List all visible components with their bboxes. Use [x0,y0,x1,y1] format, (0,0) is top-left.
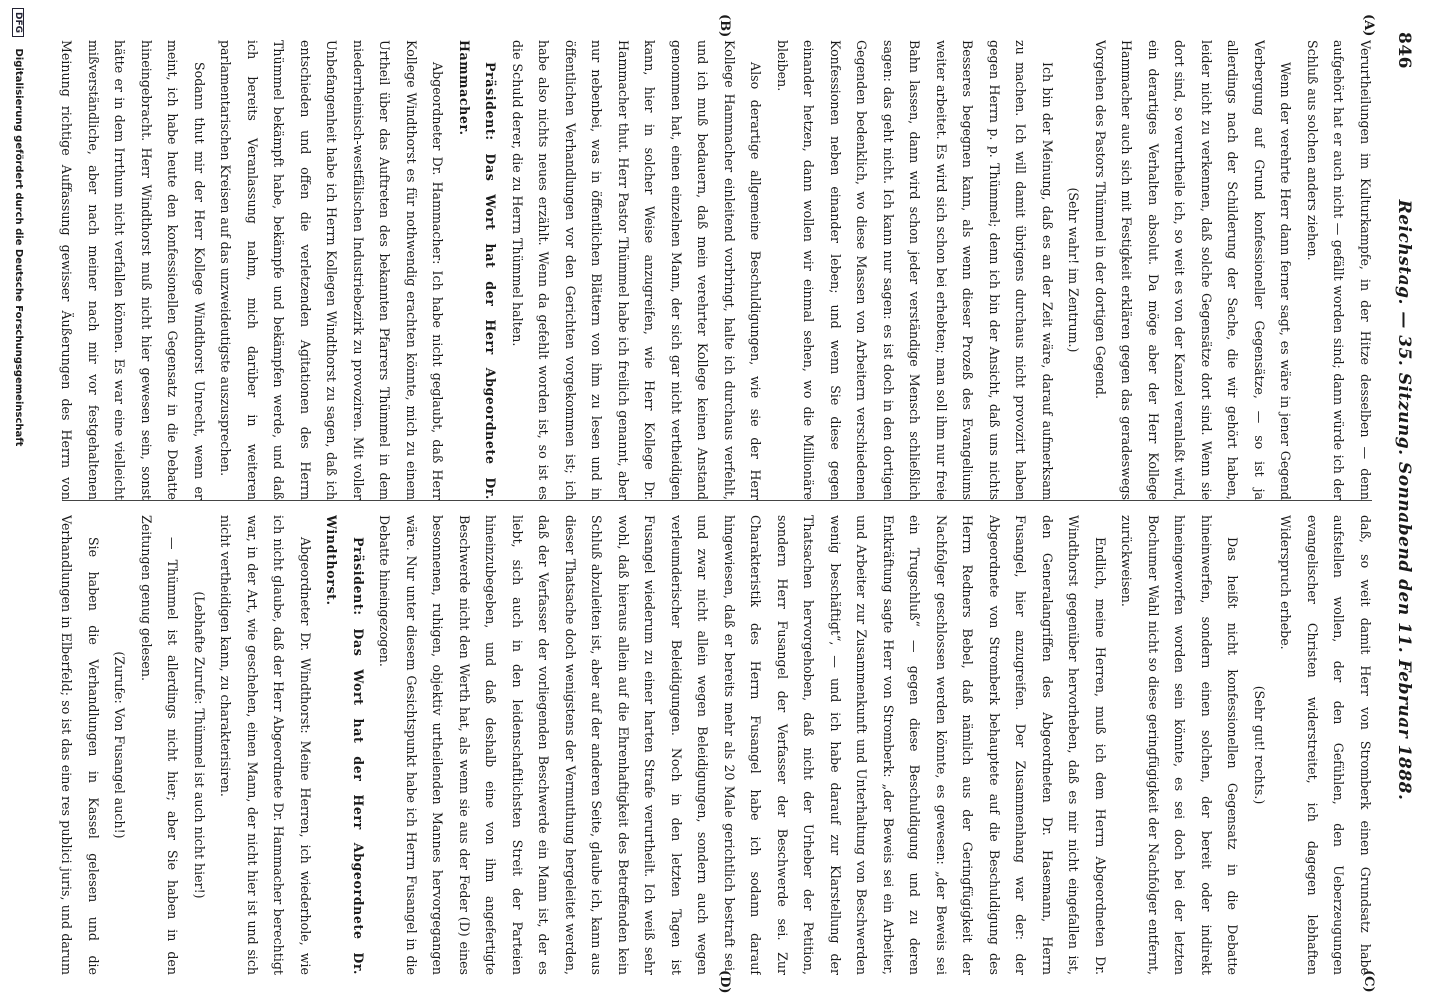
margin-marker-d: (D) [717,970,732,994]
president-line: Präsident: Das Wort hat der Herr Abgeordnete Dr. Hammacher. [457,40,499,500]
paragraph: Verurtheilungen im Kulturkampfe, in der Hitze desselben — denn aufgehört hat er auch nicht — gefällt worden sind; dann würde ich der Schluß aus solchen anders ziehen. [1305,40,1373,500]
margin-marker-c: (C) [1361,970,1376,993]
paragraph: Ich bin der Meinung, daß es an der Zeit wäre, darauf aufmerksam zu machen. Ich will damit übrigens durchaus nicht provozirt haben gegen Herrn p. p. Thümmel; denn ich bin der Ansicht, daß uns nichts Besseres begegnen kann, als wenn dieser Prozeß des Evangeliums weiter arbeitet. Es wird sich schon bei erhebten; man soll ihm nur freie Bahn lassen, dann wird schon jeder verständige Mensch schließlich sagen: das geht nicht. Ich kann nur sagen: es ist doch in den dortigen Gegenden bedenklich, wo diese Massen von Arbeitern verschiedenen Konfessionen neben einander leben; und wenn Sie diese gegen einander hetzen, dann wollen wir einmal sehen, wo die Millionäre bleiben. [775,40,1055,500]
page-number: 846 [1394,32,1414,69]
dfg-logo: DFG [12,8,24,37]
interjection: (Sehr wahr! im Zentrum.) [1066,187,1082,353]
page-header [1388,0,1422,1000]
margin-marker-b: (B) [717,14,732,38]
column-divider [62,500,1372,501]
paragraph: — Thümmel ist allerdings nicht hier; aber Sie haben in den Zeitungen genug gelesen. [139,515,181,975]
right-text-column [58,515,1378,975]
funding-credit: Digitalisierung gefördert durch die Deutsche Forschungsgemeinschaft [13,48,24,447]
paragraph: Sodann thut mir der Herr Kollege Windthorst Unrecht, wenn er meint, ich habe heute den konfessionellen Gegensatz in die Debatte hineingebracht. Herr Windthorst muß nicht hier gewesen sein, sonst hätte er in dem Irrthum nicht verfallen können. Es war eine vielleicht mißverständliche, aber nach meiner nach mir vor festgehaltenen Meinung richtige Auffassung gewisser Äußerungen des Herrn von [59,40,207,500]
interjection: (Sehr gut! rechts.) [1252,685,1267,805]
digitization-footer [4,0,24,1000]
speech-hammacher: Abgeordneter Dr. Hammacher: Ich habe nicht geglaubt, daß Herr Kollege Windthorst es für nothwendig erachten könnte, mich zu einem Urtheil über das Auftreten des bekannten Pfarrers Thümmel in dem niederrheinisch-westfälischen Industriebezirk zu provoziren. Mit voller Unbefangenheit habe ich Herrn Kollegen Windthorst zu sagen, daß ich entschieden und offen die verletzenden Agitationen des Herrn Thümmel bekämpft habe, bekämpfe und bekämpfen werde, und daß ich bereits Veranlassung nahm, mich darüber in weiteren parlamentarischen Kreisen auf das unzweideutigste auszusprechen. [218,40,446,500]
paragraph: daß, so weit damit Herr von Stromberk einen Grundsatz habe aufstellen wollen, der den Gefühlen, den Ueberzeugungen evangelischer Christen widerstreitet, ich dagegen lebhaften Widerspruch erhebe. [1278,515,1373,975]
paragraph: Sie haben die Verhandlungen in Kassel gelesen und die Verhandlungen in Elberfeld; so ist das eine res publici juris, und darum [59,515,101,975]
interjection: (Zurufe: Von Fusangel auch!) [112,651,128,839]
speech-windthorst: Abgeordneter Dr. Windthorst: Meine Herren, ich wiederhole, wie ich nicht glaube, daß der Herr Abgeordnete Dr. Hammacher berechtigt war, in der Art, wie geschehen, einen Mann, der nicht hier ist und sich nicht vertheidigen kann, zu charakterisiren. [218,515,313,975]
president-line: Präsident: Das Wort hat der Herr Abgeordnete Dr. Windthorst. [324,515,366,975]
paragraph: Also derartige allgemeine Beschuldigungen, wie sie der Herr Kollege Hammacher einleitend vorbringt, halte ich durchaus verfehlt, und ich muß bedauern, daß mein verehrter Kollege keinen Anstand genommen hat, einen einzelnen Mann, der sich gar nicht vertheidigen kann, hier in solcher Weise anzugreifen, wie Herr Kollege Dr. Hammacher thut. Herr Pastor Thümmel habe ich freilich genannt, aber nur nebenbei, was in öffentlichen Blättern von ihm zu lesen und in öffentlichen Verhandlungen vor den Gerichten vorgekommen ist; ich habe also nichts neues erzählt. Wenn da gefehlt worden ist, so ist es die Schuld derer, die zu Herrn Thümmel halten. [510,40,764,500]
paragraph: Endlich, meine Herren, muß ich dem Herrn Abgeordneten Dr. Windthorst gegenüber hervorheben, daß es mir nicht eingefallen ist, den Generalangriffen des Abgeordneten Dr. Hasemann, Herrn Fusangel, hier anzugreifen. Der Zusammenhang war der: der Abgeordnete von Stromberk behauptete auf die Beschuldigung des Herrn Redners Bebel, daß nämlich aus der Geringfügigkeit der Nachfolger geschlossen werden könnte, es gewesen: „der Beweis sei ein Trugschluß“ — gegen diese Beschuldigung und zu deren Entkräftung sagte Herr von Stromberk: „der Beweis sei ein Arbeiter, und Arbeiter zur Zusammenkunft und Unterhaltung von Beschwerden wenig beschäftigt“, — und ich habe darauf zur Klarstellung der Thatsachen hervorgehoben, daß nicht der Urheber der Petition, sondern Herr Fusangel der Verfasser der Beschwerde sei. Zur Charakteristik des Herrn Fusangel habe ich sodann darauf hingewiesen, daß er bereits mehr als 20 Male gerichtlich bestraft sei, und zwar nicht allein wegen Beleidigungen, sondern auch wegen verleumderischer Beleidigungen. Noch in den letzten Tagen ist Fusangel wiederum zu einer harten Strafe verurtheilt. Ich weiß sehr wohl, daß hieraus allein auf die Ehrenhaftigkeit des Betreffenden kein Schluß abzuleiten ist, aber auf der anderen Seite, glaube ich, kann aus dieser Thatsache doch wenigstens der Vermuthung hergeleitet werden, daß der Verfasser der vorliegenden Beschwerde ein Mann ist, der es liebt, sich auch in den leidenschaftlichsten Streit der Parteien hineinzubegeben, und daß deshalb eine von ihm angefertigte Beschwerde nicht den Werth hat, als wenn sie aus der Feder (D) eines besonnenen, ruhigen, objektiv urtheilenden Mannes hervorgegangen wäre. Nur unter diesem Gesichtspunkt habe ich Herrn Fusangel in die Debatte hineingezogen. [377,515,1108,975]
running-title: Reichstag. — 35. Sitzung. Sonnabend den 11. Februar 1888. [1394,199,1414,801]
interjection: (Lebhafte Zurufe: Thümmel ist auch nicht hier!) [192,591,207,899]
left-text-column [58,40,1378,500]
paragraph: Das heißt nicht konfessionellen Gegensatz in die Debatte hineinwerfen, sondern einen solchen, der bereit oder indirekt hineingeworfen worden sein könnte, es sei doch bei der letzten Bochumer Wahl nicht so diese geringfügigkeit der Nachfolger entfernt, zurückweisen. [1119,515,1241,975]
paragraph: Wenn der verehrte Herr dann ferner sagt, es wäre in jener Gegend Verbergung auf Grund konfessioneller Gegensätze, — so ist ja allerdings nach der Schilderung der Sache, die wir gehört haben, leider nicht zu verkennen, daß solche Gegensätze dort sind. Wenn sie dort sind, so verurtheile ich, so weit es von der Kanzel veranlaßt wird, ein derartiges Verhalten absolut. Da möge aber der Herr Kollege Hammacher auch sich mit Festigkeit erklären gegen das geradeswegs Vorgehen des Pastors Thümmel in der dortigen Gegend. [1093,40,1294,500]
margin-marker-a: (A) [1361,14,1376,37]
